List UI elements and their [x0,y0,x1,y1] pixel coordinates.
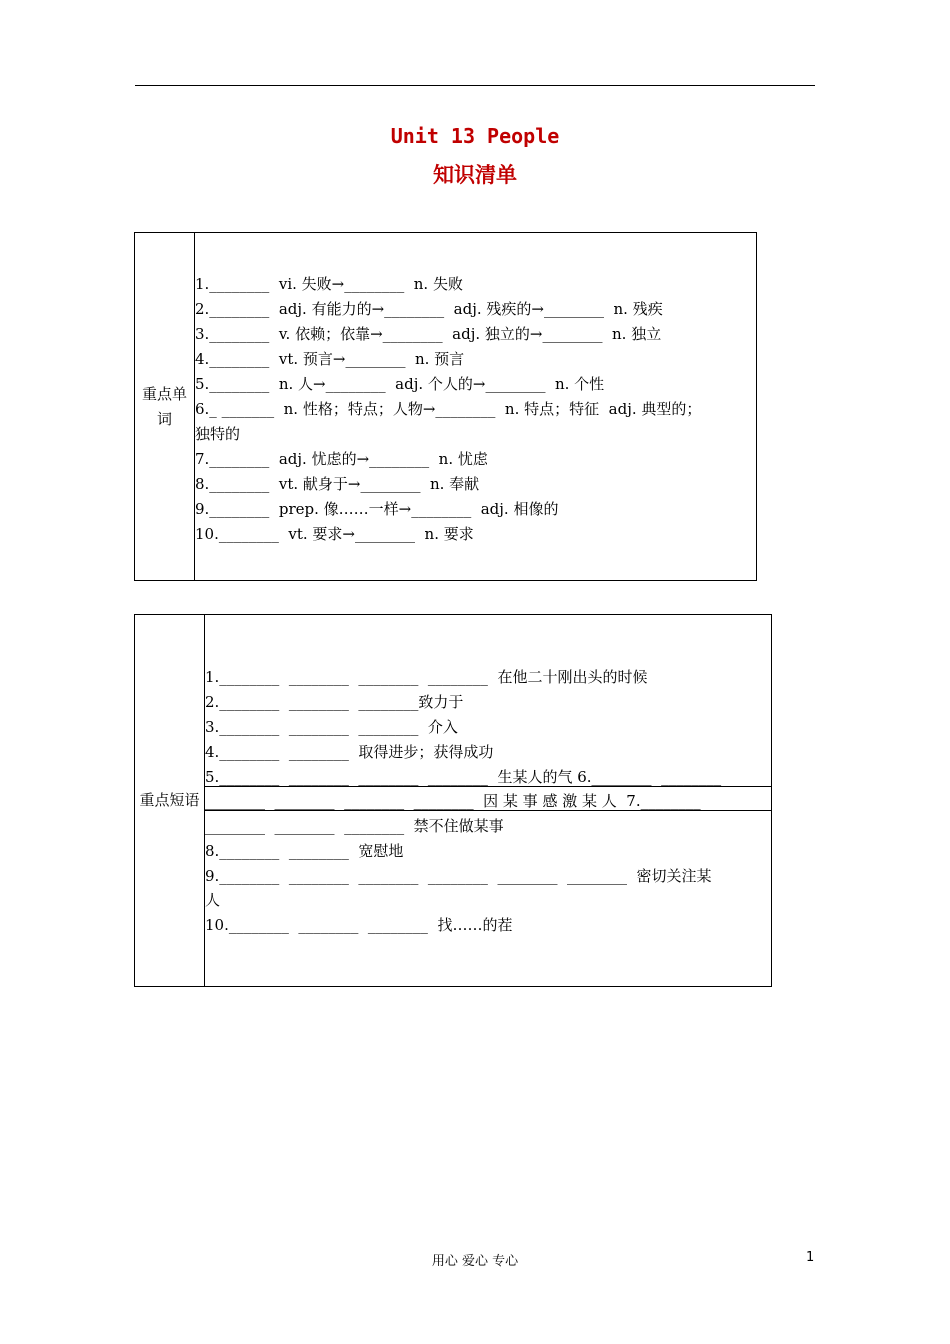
key-words-label-text: 重点单词 [141,384,187,428]
key-phrases-label-text: 重点短语 [139,791,200,809]
key-phrases-content [205,615,771,986]
page-number: 1 [806,1250,815,1265]
section-title: 知识清单 [433,163,517,187]
key-words-table [134,232,757,581]
key-words-label [135,233,195,580]
key-phrases-table [134,614,772,987]
word-line-6: 6._ _______ n. 性格；特点；人物→________ n. 特点；特征 adj. 典型的； [195,400,702,418]
word-line-2: 2.________ adj. 有能力的→________ adj. 残疾的→________ n. 残疾 [195,300,663,318]
phrase-line-1: 1.________ ________ ________ ________ 在他二十刚出头的时候 [205,668,648,686]
phrase-line-9: 9.________ ________ ________ ________ ________ ________ 密切关注某 [205,867,712,885]
header-rule [135,85,815,86]
word-line-10: 10.________ vt. 要求→________ n. 要求 [195,525,474,543]
phrase-line-9-cont: 人 [205,891,221,909]
word-line-1: 1.________ vi. 失败→________ n. 失败 [195,275,463,293]
word-line-6-cont: 独特的 [195,425,241,443]
phrase-line-10: 10.________ ________ ________ 找……的茬 [205,916,513,934]
word-line-3: 3.________ v. 依赖；依靠→________ adj. 独立的→________ n. 独立 [195,325,662,343]
phrase-line-3: 3.________ ________ ________ 介入 [205,718,458,736]
footer-motto: 用心 爱心 专心 [431,1254,519,1269]
phrase-line-5: 5.________ ________ ________ ________ 生某人的气 6.________ ________ [205,768,722,786]
phrase-line-6: ________ ________ ________ ________ 因 某 事 感 激 某 人 7.________ [205,792,701,810]
phrase-divider-1 [205,786,771,787]
phrase-line-8: 8.________ ________ 宽慰地 [205,842,404,860]
word-line-7: 7.________ adj. 忧虑的→________ n. 忧虑 [195,450,488,468]
unit-title: Unit 13 People [390,124,560,148]
word-line-8: 8.________ vt. 献身于→________ n. 奉献 [195,475,480,493]
word-line-9: 9.________ prep. 像……一样→________ adj. 相像的 [195,500,559,518]
key-phrases-label [135,615,205,986]
word-line-5: 5.________ n. 人→________ adj. 个人的→________ n. 个性 [195,375,605,393]
phrase-line-2: 2.________ ________ ________致力于 [205,693,464,711]
key-words-content [195,233,756,580]
phrase-line-4: 4.________ ________ 取得进步；获得成功 [205,743,494,761]
phrase-line-7: ________ ________ ________ 禁不住做某事 [205,817,504,835]
phrase-divider-2 [205,810,771,811]
word-line-4: 4.________ vt. 预言→________ n. 预言 [195,350,465,368]
